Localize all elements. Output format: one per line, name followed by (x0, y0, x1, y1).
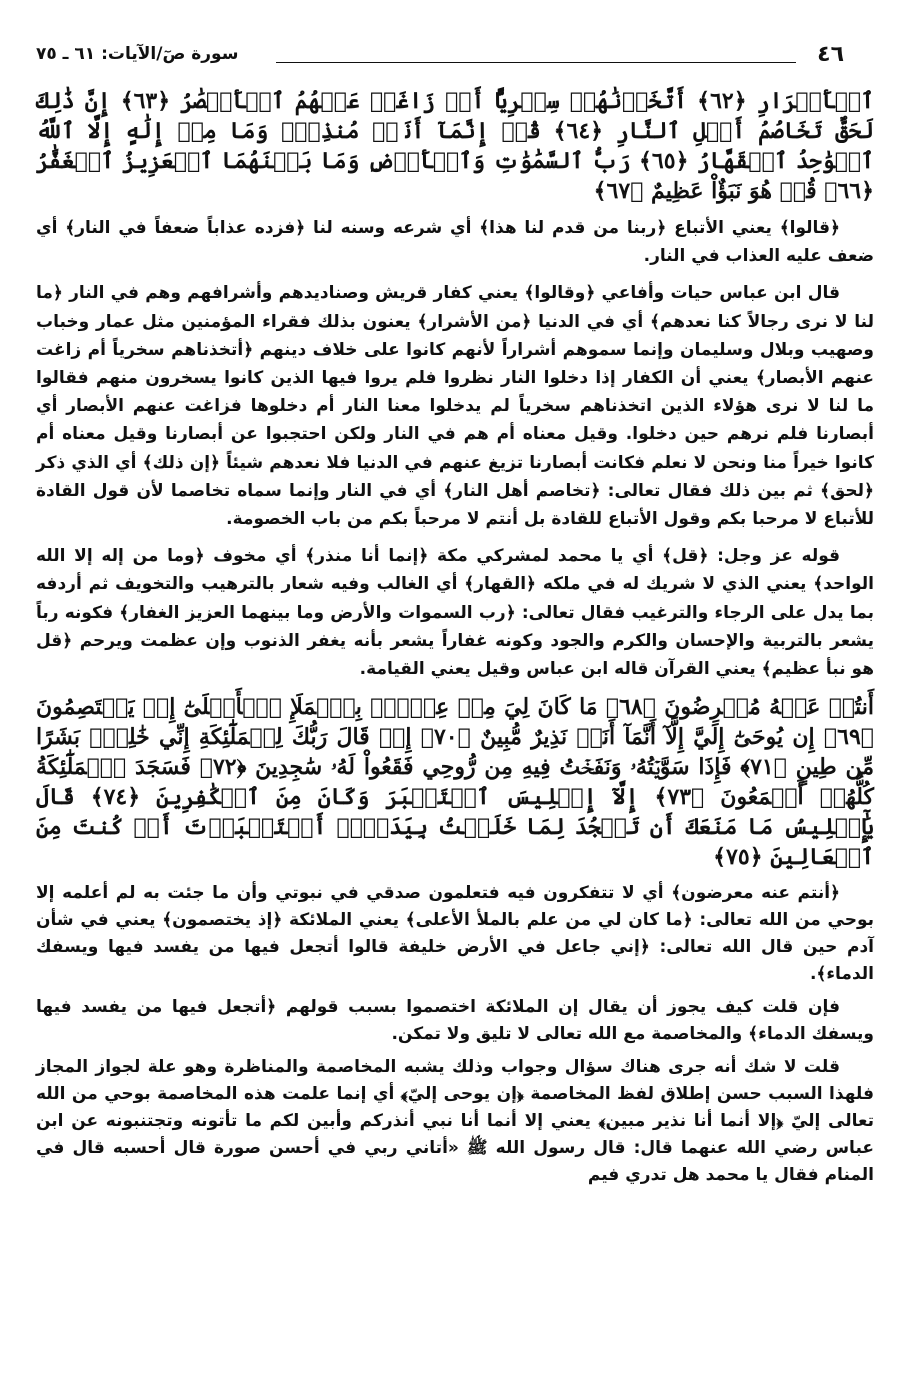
commentary-paragraph: قلت لا شك أنه جرى هناك سؤال وجواب وذلك يشبه المخاصمة والمناظرة وهو علة لجواز المجاز فلهذا السبب حسن إطلاق لفظ المخاصمة ﴿إن يوحى إليّ﴾ أي إنما علمت هذه المخاصمة بوحي من الله تعالى إليّ ﴿إلا أنما أنا نذير مبين﴾ يعني إلا أنما أنا نبي أنذركم وأبين لكم ما تأتونه وتجتنبونه عن ابن عباس رضي الله عنهما قال: قال رسول الله ﷺ «أتاني ربي في أحسن صورة قال أحسبه قال في المنام فقال يا محمد هل تدري فيم (36, 1057, 874, 1186)
header-title: سورة صٓ/الآيات: ٦١ ـ ٧٥ (36, 44, 239, 64)
quran-verses-68-75: أَنتُمۡ عَنۡهُ مُعۡرِضُونَ ﴿٦٨﴾ مَا كَانَ لِيَ مِنۡ عِلۡمِۭ بِٱلۡمَلَإِ ٱلۡأَعۡلَىٰٓ إِذۡ يَخۡتَصِمُونَ ﴿٦٩﴾ إِن يُوحَىٰٓ إِلَيَّ إِلَّآ أَنَّمَآ أَنَا۠ نَذِيرٌ مُّبِينٌ ﴿٧٠﴾ إِذۡ قَالَ رَبُّكَ لِلۡمَلَٰٓئِكَةِ إِنِّي خَٰلِقُۢ بَشَرًا مِّن طِينٍ ﴿٧١﴾ فَإِذَا سَوَّيۡتُهُۥ وَنَفَخۡتُ فِيهِ مِن رُّوحِي فَقَعُواْ لَهُۥ سَٰجِدِينَ ﴿٧٢﴾ فَسَجَدَ ٱلۡمَلَٰٓئِكَةُ كُلُّهُمۡ أَجۡمَعُونَ ﴿٧٣﴾ إِلَّآ إِبۡلِيسَ ٱسۡتَكۡبَرَ وَكَانَ مِنَ ٱلۡكَٰفِرِينَ ﴿٧٤﴾ قَالَ يَٰٓإِبۡلِيسُ مَا مَنَعَكَ أَن تَسۡجُدَ لِمَا خَلَقۡتُ بِيَدَيَّۖ أَسۡتَكۡبَرۡتَ أَمۡ كُنتَ مِنَ ٱلۡعَالِينَ ﴿٧٥﴾ (36, 694, 875, 871)
page-body (36, 86, 874, 1195)
quran-verses-62-67: ٱلۡأَشۡرَارِ ﴿٦٢﴾ أَتَّخَذۡنَٰهُمۡ سِخۡرِيًّا أَمۡ زَاغَتۡ عَنۡهُمُ ٱلۡأَبۡصَٰرُ ﴿٦٣﴾ إِنَّ ذَٰلِكَ لَحَقٌّ تَخَاصُمُ أَهۡلِ ٱلنَّارِ ﴿٦٤﴾ قُلۡ إِنَّمَآ أَنَا۠ مُنذِرٌۖ وَمَا مِنۡ إِلَٰهٍ إِلَّا ٱللَّهُ ٱلۡوَٰحِدُ ٱلۡقَهَّارُ ﴿٦٥﴾ رَبُّ ٱلسَّمَٰوَٰتِ وَٱلۡأَرۡضِ وَمَا بَيۡنَهُمَا ٱلۡعَزِيزُ ٱلۡغَفَّٰرُ ﴿٦٦﴾ قُلۡ هُوَ نَبَؤٌاْ عَظِيمٌ ﴿٦٧﴾ (36, 88, 874, 204)
commentary-paragraph: قال ابن عباس حيات وأفاعي ﴿وقالوا﴾ يعني كفار قريش وصناديدهم وأشرافهم وهم في النار ﴿ما لنا لا نرى رجالاً كنا نعدهم﴾ أي في الدنيا ﴿من الأشرار﴾ يعنون بذلك فقراء المؤمنين مثل عمار وخباب وصهيب وبلال وسليمان وإنما سموهم أشراراً لأنهم كانوا على خلاف دينهم ﴿أتخذناهم سخرياً أم زاغت عنهم الأبصار﴾ يعني أن الكفار إذا دخلوا النار نظروا فلم يروا فيها الذين كانوا يسخرون منهم فقالوا ما لنا لا نرى هؤلاء الذين اتخذناهم سخرياً لم يدخلوا معنا النار أم دخلوها فزاغت عنهم الأبصار أي أبصارنا فلم نرهم حين دخلوا. وقيل معناه أم هم في النار ولكن احتجبوا عن أبصارنا وقيل معناه أم كانوا خيراً منا ونحن لا نعلم فكانت أبصارنا تزيغ عنهم في الدنيا فلا نعدهم شيئاً ﴿إن ذلك﴾ أي الذي ذكر ﴿لحق﴾ ثم بين ذلك فقال تعالى: ﴿تخاصم أهل النار﴾ أي في النار وإنما سماه تخاصما لأن قول القادة للأتباع لا مرحبا بكم وقول الأتباع للقادة بل أنتم لا مرحباً بكم من باب الخصومة. (36, 283, 874, 530)
header-rule (276, 62, 796, 63)
page-number: ٤٦ (817, 42, 844, 67)
commentary-paragraph: ﴿قالوا﴾ يعني الأتباع ﴿ربنا من قدم لنا هذا﴾ أي شرعه وسنه لنا ﴿فزده عذاباً ضعفاً في النار﴾ أي ضعف عليه العذاب في النار. (36, 218, 874, 267)
page-header (36, 40, 844, 74)
commentary-paragraph: ﴿أنتم عنه معرضون﴾ أي لا تتفكرون فيه فتعلمون صدقي في نبوتي وأن ما جئت به لم أعلمه إلا بوحي من الله تعالى: ﴿ما كان لي من علم بالملأ الأعلى﴾ يعني الملائكة ﴿إذ يختصمون﴾ يعني في شأن آدم حين قال الله تعالى: ﴿إني جاعل في الأرض خليفة قالوا أتجعل فيها من يفسد فيها ويسفك الدماء﴾. (36, 883, 874, 985)
commentary-paragraph: قوله عز وجل: ﴿قل﴾ أي يا محمد لمشركي مكة ﴿إنما أنا منذر﴾ أي مخوف ﴿وما من إله إلا الله الواحد﴾ يعني الذي لا شريك له في ملكه ﴿القهار﴾ أي الغالب وفيه شعار بالترهيب والتخويف ثم أردفه بما يدل على الرجاء والترغيب فقال تعالى: ﴿رب السموات والأرض وما بينهما العزيز الغفار﴾ فكونه رباً يشعر بالتربية والإحسان والكرم والجود وكونه غفاراً يشعر بأنه يغفر الذنوب وإن عظمت ويرحم ﴿قل هو نبأ عظيم﴾ يعني القرآن قاله ابن عباس وقيل يعني القيامة. (36, 546, 874, 680)
commentary-paragraph: فإن قلت كيف يجوز أن يقال إن الملائكة اختصموا بسبب قولهم ﴿أتجعل فيها من يفسد فيها ويسفك الدماء﴾ والمخاصمة مع الله تعالى لا تليق ولا تمكن. (36, 997, 874, 1045)
